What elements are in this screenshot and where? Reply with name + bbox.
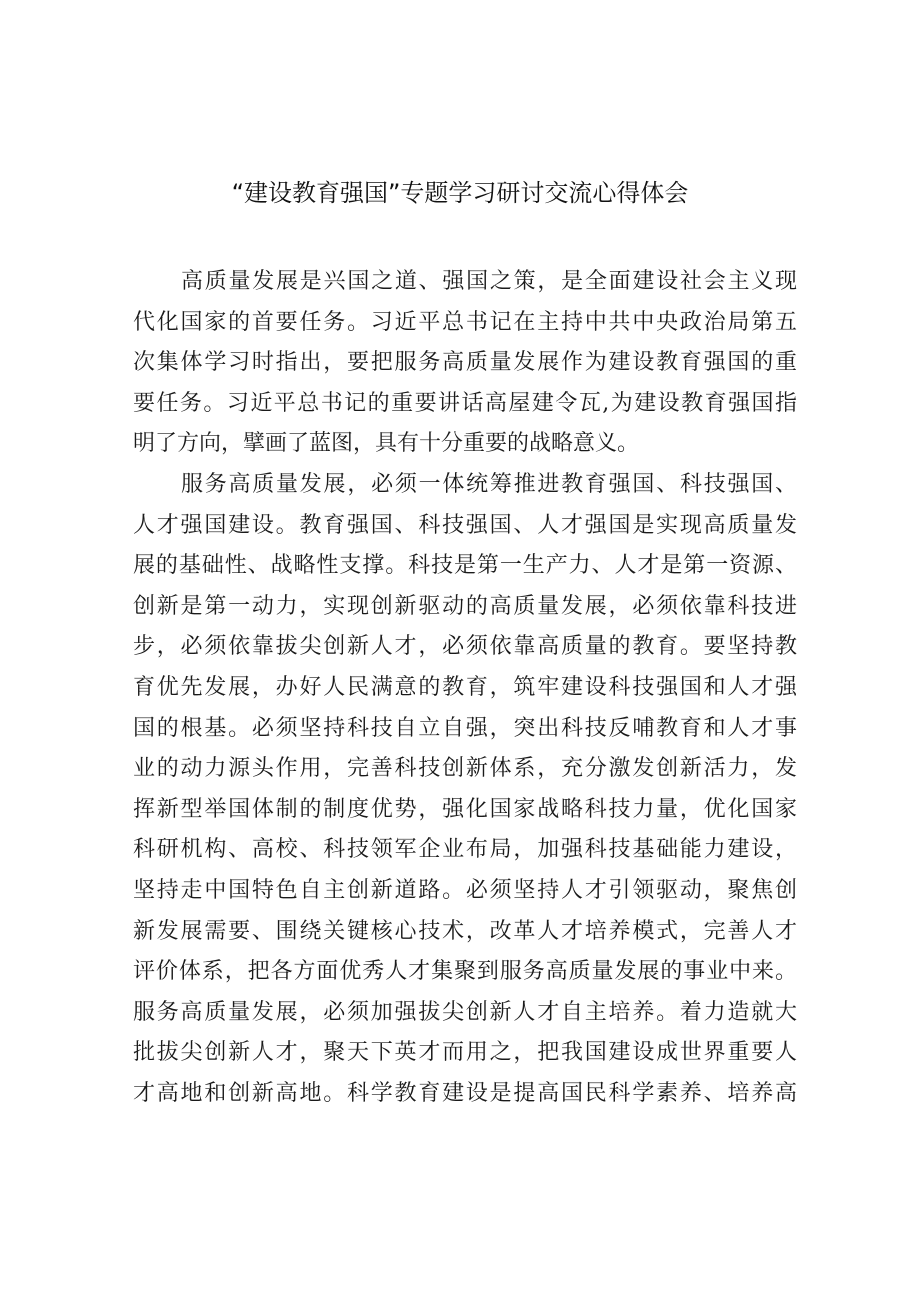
paragraph-1-line-4: 要任务。习近平总书记的重要讲话高屋建令瓦,为建设教育强国指 (133, 390, 797, 416)
document-body (133, 262, 797, 1114)
paragraph-2-line-12: 新发展需要、围绕关键核心技术，改革人才培养模式，完善人才 (133, 918, 797, 944)
paragraph-1-line-5: 明了方向，擘画了蓝图，具有十分重要的战略意义。 (133, 431, 640, 457)
document-title: “建设教育强国”专题学习研讨交流心得体会 (231, 179, 689, 207)
paragraph-1-line-2: 代化国家的首要任务。习近平总书记在主持中共中央政治局第五 (133, 309, 797, 335)
paragraph-2-line-1: 服务高质量发展，必须一体统筹推进教育强国、科技强国、 (181, 471, 797, 497)
paragraph-2-line-8: 业的动力源头作用，完善科技创新体系，充分激发创新活力，发 (133, 756, 797, 782)
paragraph-2-line-5: 步，必须依靠拔尖创新人才，必须依靠高质量的教育。要坚持教 (133, 634, 797, 660)
paragraph-2-line-2: 人才强国建设。教育强国、科技强国、人才强国是实现高质量发 (133, 512, 797, 538)
paragraph-2-line-10: 科研机构、高校、科技领军企业布局，加强科技基础能力建设， (133, 837, 797, 863)
paragraph-1-line-1: 高质量发展是兴国之道、强国之策，是全面建设社会主义现 (181, 269, 797, 294)
paragraph-1-line-3: 次集体学习时指出，要把服务高质量发展作为建设教育强国的重 (133, 350, 797, 376)
paragraph-2-line-13: 评价体系，把各方面优秀人才集聚到服务高质量发展的事业中来。 (133, 959, 797, 985)
paragraph-2-line-4: 创新是第一动力，实现创新驱动的高质量发展，必须依靠科技进 (133, 593, 797, 619)
paragraph-2-line-15: 批拔尖创新人才，聚天下英才而用之，把我国建设成世界重要人 (133, 1040, 797, 1066)
paragraph-2-line-9: 挥新型举国体制的制度优势，强化国家战略科技力量，优化国家 (133, 796, 797, 822)
paragraph-2-line-3: 展的基础性、战略性支撑。科技是第一生产力、人才是第一资源、 (133, 553, 797, 579)
paragraph-2-line-14: 服务高质量发展，必须加强拔尖创新人才自主培养。着力造就大 (133, 999, 797, 1025)
paragraph-2-line-16: 才高地和创新高地。科学教育建设是提高国民科学素养、培养高 (133, 1080, 797, 1106)
paragraph-2-line-7: 国的根基。必须坚持科技自立自强，突出科技反哺教育和人才事 (133, 715, 797, 741)
paragraph-2-line-11: 坚持走中国特色自主创新道路。必须坚持人才引领驱动，聚焦创 (133, 877, 797, 903)
paragraph-2-line-6: 育优先发展，办好人民满意的教育，筑牢建设科技强国和人才强 (133, 674, 797, 700)
